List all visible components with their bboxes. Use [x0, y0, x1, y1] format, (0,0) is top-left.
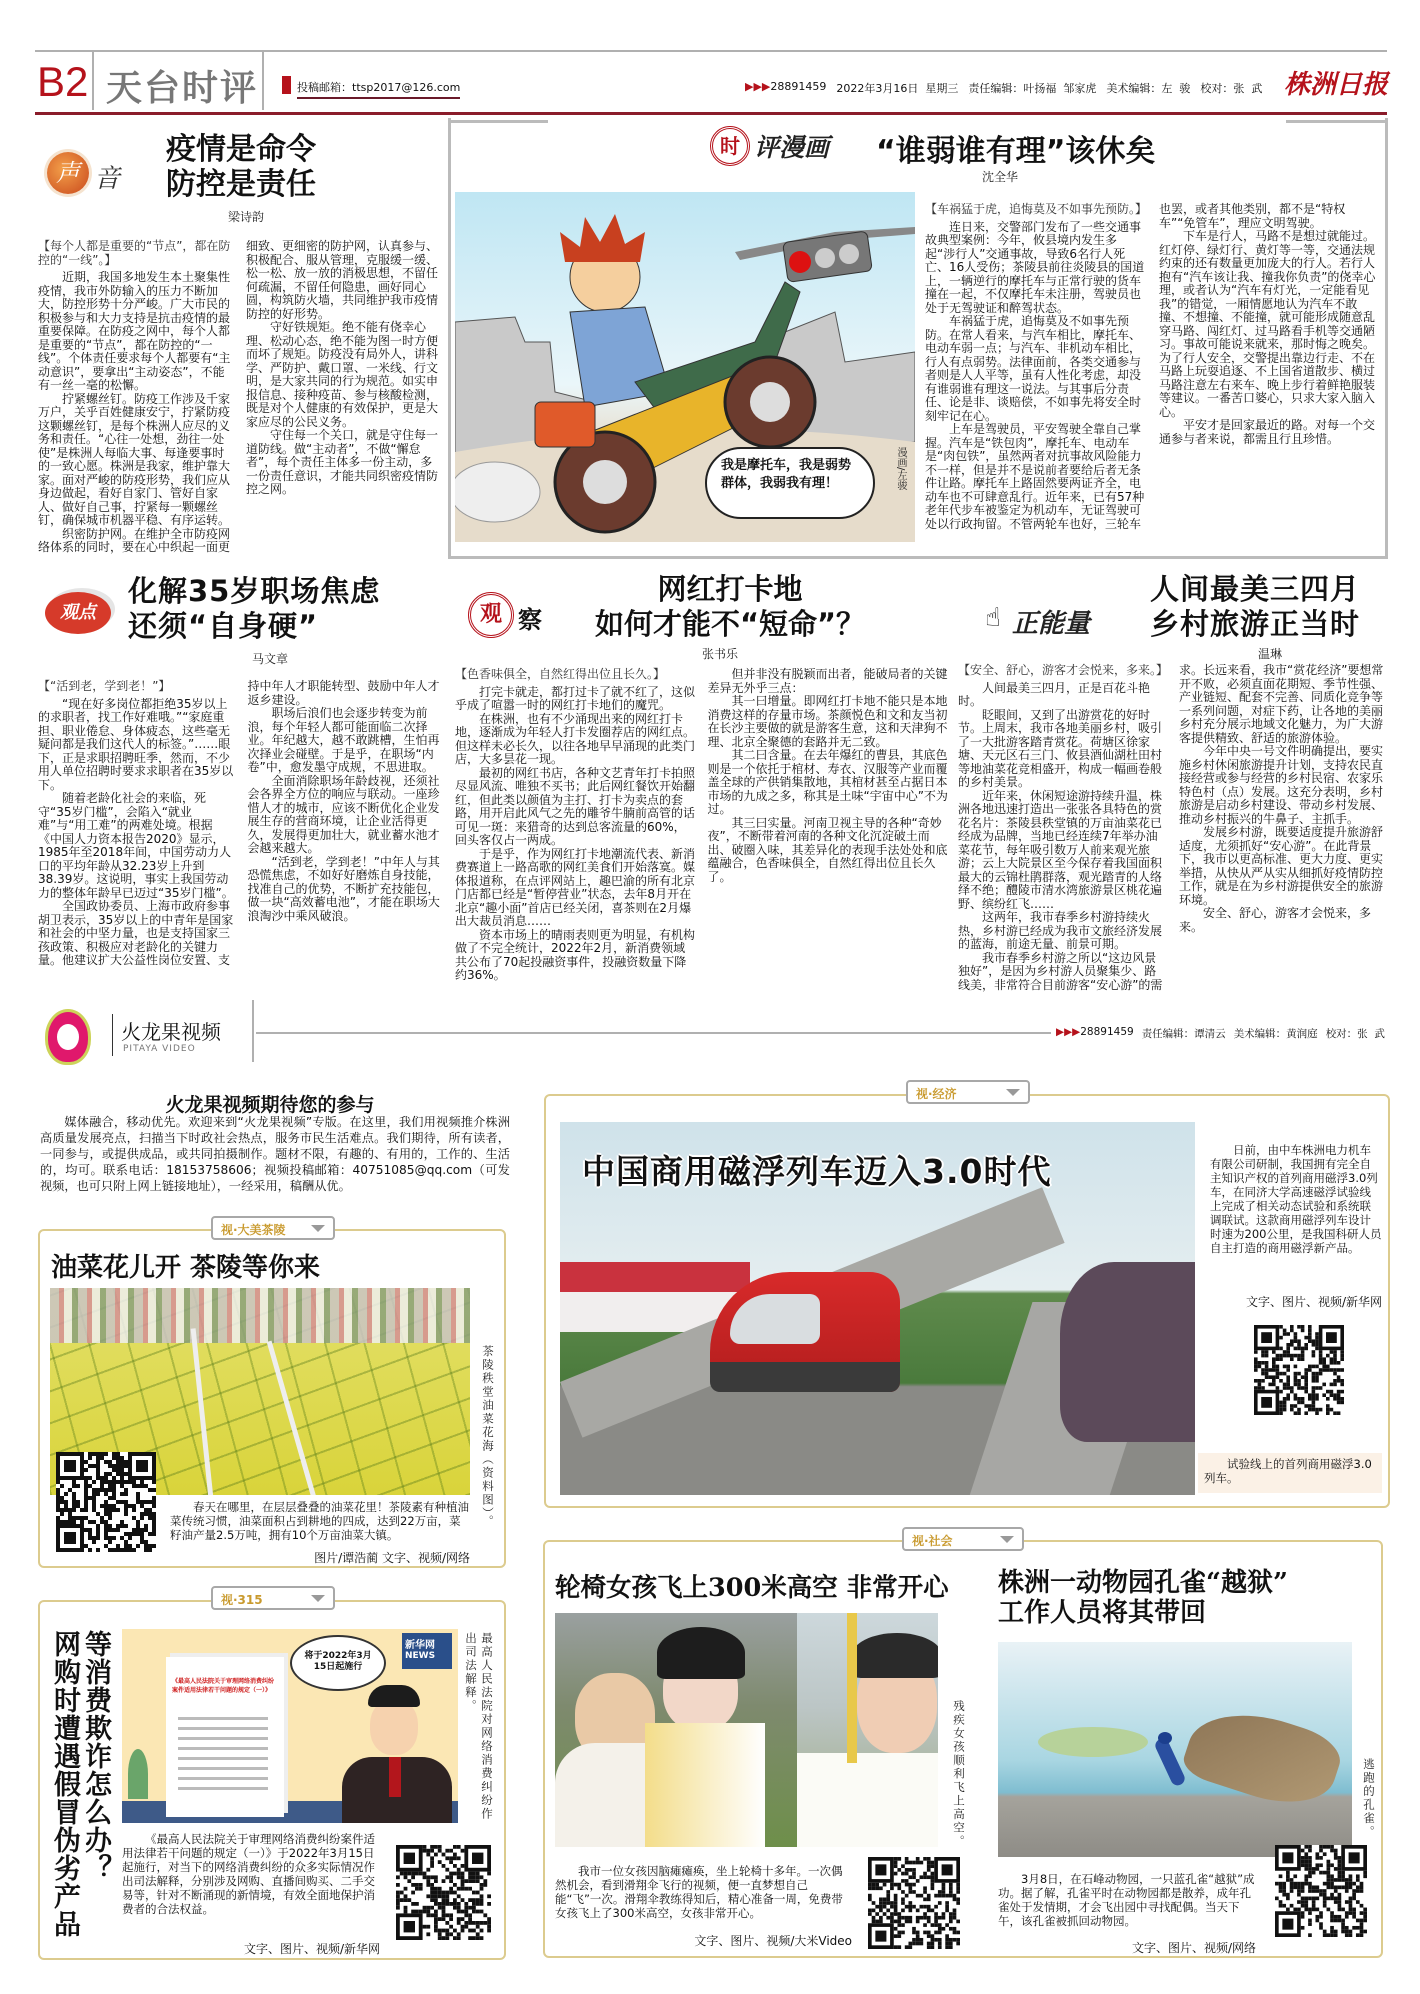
- paragraph: “活到老，学到老！”中年人与其恐慌焦虑，不如好好磨炼自身技能，找准自己的优势，不断扩充技能包，做一块“高效蓄电池”，才能在职场大浪淘沙中乘风破浪。: [247, 854, 440, 923]
- paragraph: 安全、舒心，游客才会悦来，多来。: [1179, 906, 1372, 934]
- article-title: 网红打卡地 如何才能不“短命”？: [594, 572, 866, 641]
- rear-hub: [583, 460, 627, 504]
- paragraph: 拧紧螺丝钉。防疫工作涉及千家万户，关乎百姓健康安宁，拧紧防疫这颗螺丝钉，是每个株洲人应尽的义务和责任。“心往一处想，劲往一处使”是株洲人每临大事、每逢要事时的一致心愿。株洲是我家，维护靠大家。面对严峻的防疫形势，我们应从身边做起，看好自家门、管好自家人、做好自己事，拧紧每一颗螺丝钉，确保城市机器平稳、有序运转。: [38, 391, 231, 527]
- art-editor: 美术编辑：黄润庭: [1233, 1028, 1318, 1040]
- tab-315[interactable]: 视·315: [211, 1586, 335, 1610]
- article-title: 化解35岁职场焦虑 还须“自身硬”: [128, 574, 381, 643]
- article-author: 张书乐: [701, 647, 738, 661]
- qr-code[interactable]: [56, 1452, 156, 1552]
- paragliding-photo-left: [555, 1613, 797, 1847]
- voice-badge-label: 音: [94, 164, 121, 194]
- article-author: 温琳: [1257, 647, 1282, 661]
- photo-caption: 逃跑的孔雀。: [1362, 1758, 1376, 1839]
- card-body: 春天在哪里，在层层叠叠的油菜花里！茶陵素有种植油菜传统习惯，油菜面积占到耕地的四成，达到22万亩，菜籽油产量2.5万吨，拥有10个万亩油菜大镇。: [170, 1500, 469, 1542]
- header-info: [745, 80, 1262, 96]
- road-line: [191, 1328, 215, 1495]
- front-hub: [750, 382, 790, 422]
- paragraph: 最初的网红书店，各种文艺青年打卡拍照尽显风流、唯独不买书；此后网红餐饮开始翻红，但此类以颜值为主打、打卡为卖点的套路，用开启此风气之先的雕爷牛腩前高管的话可见一斑：来猎奇的达到总客流量的60%，回头客仅占一两成。: [455, 765, 696, 847]
- paragraph: 守住每一个关口，就是守住每一道防线。做“主动者”，不做“懈怠者”，每个责任主体多一份主动，多一份责任意识，才能共同织密疫情防控之网。: [246, 428, 439, 496]
- photo-caption: 试验线上的首列商用磁浮3.0列车。: [1198, 1453, 1382, 1493]
- voice-badge-icon: 声: [47, 152, 89, 194]
- submission-email[interactable]: 投稿邮箱：ttsp2017@126.com: [297, 79, 460, 99]
- section-info: [1056, 1026, 1385, 1041]
- tab-society[interactable]: 视·社会: [902, 1527, 1024, 1551]
- paragraph: 发展乡村游，既要适度提升旅游舒适度，尤须抓好“安心游”。在此背景下，我市以更高标准、更大力度、更实举措，从快从严从实从细抓好疫情防控工作，就是在为乡村游提供安全的旅游环境。: [1179, 825, 1384, 907]
- qr-code[interactable]: [1254, 1325, 1344, 1415]
- paragraph: 全面消除职场年龄歧视，还须社会各界全方位的响应与联动。一座珍惜人才的城市，应该不断优化企业发展生存的营商环境，让企业活得更久，发展得更加壮大，就业蓄水池才会越来越大。: [247, 773, 440, 855]
- intro-title: 火龙果视频期待您的参与: [165, 1094, 375, 1116]
- chevron-down-icon: [311, 1225, 325, 1232]
- divider: [92, 52, 94, 110]
- art-editor: 美术编辑：左 骏: [1106, 82, 1191, 95]
- paragraph: 平安才是回家最近的路。对每一个交通参与者来说，都需且行且珍惜。: [1159, 418, 1376, 446]
- village-strip: [50, 1288, 470, 1343]
- chevron-down-icon: [1006, 1089, 1020, 1096]
- amber-light: [815, 248, 835, 268]
- qr-code[interactable]: [396, 1845, 491, 1940]
- paragraph: 近期，我国多地发生本土聚集性疫情，我市外防输入的压力不断加大，防控形势十分严峻。广大市民的积极参与和大力支持是抗击疫情的最重要保障。在防疫之网中，每个人都是重要的“节点”，都在防控的“一线”。个体责任要求每个人都要有“主动意识”，要拿出“主动姿态”，不能有一丝一毫的松懈。: [38, 270, 231, 392]
- pitaya-logo-icon: [48, 1012, 88, 1062]
- divider: [112, 1014, 113, 1056]
- arrows-icon: ▶▶▶: [745, 80, 771, 93]
- article-author: 马文章: [251, 652, 288, 666]
- train-windshield: [730, 1294, 820, 1344]
- speech-bubble: 将于2022年3月15日起施行: [290, 1635, 386, 1691]
- paragraph: 车祸猛于虎，追悔莫及不如事先预防。在常人看来，与汽车相比，摩托车、电动车弱一点；与汽车、非机动车相比，行人有点弱势。法律面前，各类交通参与者则是人人平等，虽有人性化考虑，却没有谁弱谁有理这一说法。与其事后分责任、论是非、谈赔偿，不如事先将安全时刻牢记在心。: [925, 314, 1142, 423]
- paragraph: 随着老龄化社会的来临，死守“35岁门槛”，会陷入“就业难”与“用工难”的两难处境。根据《中国人力资本报告2020》显示，1985年至2018年间，中国劳动力人口的平均年龄从32.23岁上升到38.39岁。这说明，事实上我国劳动力的整体年龄早已迈过“35岁门槛”。: [38, 791, 234, 900]
- header-top-rule: [35, 50, 1387, 52]
- paragraph: 连日来，交警部门发布了一些交通事故典型案例：今年，攸县境内发生多起“涉行人”交通事故，导致6名行人死亡、16人受伤；茶陵县前往炎陵县的国道上，一辆逆行的摩托车与正常行驶的货车撞在一起，不仅摩托车未注册，驾驶员也处于无驾驶证和醉驾状态。: [925, 219, 1145, 315]
- pitaya-flesh: [57, 1024, 79, 1050]
- article-body: [38, 240, 442, 556]
- paragraph: 全国政协委员、上海市政府参事胡卫表示，35岁以上的中青年是国家和社会的中坚力量，也是支持国家三孩政策、积极应对老龄化的关键力量。他建议扩大公益性岗位安置、支持中年人才职能转型、鼓励中年人才返乡建设。: [38, 679, 440, 967]
- paragraph: 其三曰实量。河南卫视主导的各种“奇妙夜”，不断带着河南的各种文化沉淀破土而出、破圈入味，其差异化的表现手法处处和底蕴融合，色香味俱全，自然红得出位且长久了。: [707, 815, 948, 884]
- paragraph: 在株洲，也有不少涌现出来的网红打卡地，逐渐成为年轻人打卡发圈荐店的网红点。但这样未必长久，以往各地早早涌现的此类门店，大多昙花一现。: [455, 711, 696, 766]
- header-bottom-rule: [35, 112, 1387, 115]
- helmet: [852, 1633, 938, 1678]
- peacock-photo: [998, 1642, 1352, 1857]
- document-title: 《最高人民法院关于审理网络消费纠纷案件适用法律若干问题的规定（一）》: [172, 1678, 275, 1694]
- qr-code[interactable]: [1275, 1845, 1367, 1940]
- proofreader: 校对：张 武: [1200, 82, 1263, 95]
- positive-energy-badge: 正能量: [1012, 609, 1091, 639]
- frame-top-right: [1286, 120, 1386, 123]
- peacock-head: [1158, 1732, 1172, 1744]
- law-illustration: [122, 1629, 458, 1823]
- paragraph: “现在好多岗位都拒绝35岁以上的求职者，找工作好难哦。”“家庭重担、职业倦怠、身体疲态，这些毫无疑问都是我们这代人的标签。”……眼下，正是求职招聘旺季，然而，不少用人单位招聘时要求求职者在35岁以下。: [38, 696, 234, 792]
- paragraph: 织密防护网。在维护全市防疫网络体系的同时，要在心中织起一面更细致、更细密的防护网，认真参与、积极配合、服从管理，克服缓一缓、松一松、放一放的消极思想，不留任何疏漏，不留任何隐患，画好同心圆，构筑防火墙，共同维护我市疫情防控的好形势。: [38, 239, 439, 554]
- paragraph: 近年来，休闲短途游持续升温，株洲各地迅速打造出一张张各具特色的赏花名片：茶陵县秩堂镇的万亩油菜花已经成为品牌，当地已经连续7年举办油菜花节，每年吸引数万人前来观光旅游；云上大院景区至今保存着我国面积最大的云锦杜鹃群落，观光踏青的人络绎不绝；醴陵市清水湾旅游景区桃花遍野、缤纷红飞……: [958, 788, 1163, 911]
- maglev-photo: [560, 1122, 1195, 1495]
- cartoon-credit: 漫画/左骏: [895, 447, 906, 491]
- card-body: 《最高人民法院关于审理网络消费纠纷案件适用法律若干问题的规定（一）》于2022年3月15日起施行，对当下的网络消费纠纷的众多实际情况作出司法解释，分别涉及网购、直播间购买、二手交易等，针对不断涌现的新情境，有效全面地保护消费者的合法权益。: [122, 1832, 375, 1916]
- opinion-badge-icon: 观点: [45, 592, 111, 634]
- paragraph: 眨眼间，又到了出游赏花的好时节。上周末，我市各地美丽乡村，吸引了一大批游客踏青赏花。荷塘区徐家塘、天元区石三门、攸县酒仙湖杜田村等地油菜花竞相盛开，构成一幅画卷般的乡村美景。: [958, 707, 1163, 789]
- email-marker: [282, 76, 291, 94]
- chevron-down-icon: [311, 1595, 325, 1602]
- card-credit: 文字、图片、视频/新华网: [243, 1942, 380, 1956]
- section-rule: [256, 1032, 1051, 1034]
- comment-seal-icon: 时: [710, 126, 750, 166]
- editor: 责任编辑：谭清云: [1141, 1028, 1226, 1040]
- red-light: [789, 251, 811, 273]
- road-line: [267, 1341, 319, 1495]
- painted-tree: [1038, 1727, 1148, 1757]
- newspaper-logo: 株洲日报: [1284, 70, 1389, 100]
- section-name: 天台时评: [106, 68, 259, 109]
- paragraph: 其二曰含量。在去年爆红的曹县，其底色则是一个依托于棺材、寿衣、汉服等产业而覆盖全球的产供销集散地，其棺材甚至占据日本市场的九成之多，称其是土味“宇宙中心”不为过。: [707, 748, 948, 816]
- photo-caption: 残疾女孩顺利飞上高空。: [952, 1700, 966, 1849]
- story-title: 轮椅女孩飞上300米高空 非常开心: [555, 1573, 949, 1603]
- phone: ▶▶▶28891459: [1056, 1026, 1134, 1038]
- paragraph: 于是乎，作为网红打卡地潮流代表、新消费赛道上一路高歌的网红美食们开始落寞。媒体报道称，在点评网站上，趣巴渝的所有北京门店都已经是“暂停营业”状态，去年8月开在北京“趣小面”首店已经关闭，喜茶则在2月爆出大裁员消息……: [455, 846, 696, 928]
- page-number: B2: [37, 58, 89, 105]
- paragraph: 但并非没有脱颖而出者，能破局者的关键差异无外乎三点：: [707, 667, 948, 695]
- phone: ▶▶▶28891459: [745, 80, 827, 93]
- article-title: “谁弱谁有理”该休矣: [876, 134, 1156, 169]
- date: 2022年3月16日 星期三: [836, 82, 959, 95]
- card-title-part2: 网购时遭遇假冒伪劣产品: [49, 1630, 80, 1938]
- article-author: 梁诗韵: [227, 210, 264, 224]
- observe-badge-label: 察: [518, 606, 542, 634]
- article-body: [925, 203, 1381, 548]
- trees-purple: [1060, 1262, 1195, 1442]
- green-light: [839, 244, 859, 264]
- article-title: 疫情是命令 防控是责任: [166, 132, 316, 202]
- peacock-tail: [1179, 1696, 1346, 1818]
- document-lines: [178, 1717, 268, 1797]
- article-body: [455, 668, 948, 994]
- document: [166, 1657, 284, 1817]
- maglev-train: [710, 1272, 900, 1392]
- xinhua-logo: 新华网 NEWS: [402, 1633, 452, 1669]
- article-body: [958, 664, 1388, 994]
- girl-jacket: [797, 1753, 938, 1847]
- paragraph: 这两年，我市春季乡村游持续火热，乡村游已经成为我市文旅经济发展的蓝海，前途无量、前景可期。: [958, 910, 1163, 951]
- card-body: 日前，由中车株洲电力机车有限公司研制，我国拥有完全自主知识产权的首列商用磁浮3.0列车，在同济大学高速磁浮试验线上完成了相关动态试验和系统联调联试。这款商用磁浮列车设计时速为200公里，是我国科研人员自主打造的商用磁浮新产品。: [1210, 1143, 1382, 1255]
- story-body: 3月8日，在石峰动物园，一只蓝孔雀“越狱”成功。据了解，孔雀平时在动物园都是散养，成年孔雀处于发情期，才会飞出园中寻找配偶。当天下午，该孔雀被抓回动物园。: [998, 1872, 1255, 1928]
- section-name-en: PITAYA VIDEO: [123, 1044, 196, 1054]
- helmet: [657, 1627, 745, 1679]
- divider: [262, 52, 264, 110]
- speech-bubble: 我是摩托车，我是弱势群体，我弱我有理！: [705, 447, 875, 519]
- card-title: 油菜花儿开 茶陵等你来: [51, 1253, 321, 1283]
- story-title: 株洲一动物园孔雀“越狱” 工作人员将其带回: [998, 1568, 1288, 1628]
- article-title: 人间最美三四月 乡村旅游正当时: [1150, 572, 1361, 641]
- paragraph: 今年中央一号文件明确提出，要实施乡村休闲旅游提升计划，支持农民直接经营或参与经营的乡村民宿、农家乐特色村（点）发展。这充分表明，乡村旅游是启动乡村建设、带动乡村发展、推动乡村振兴的牛鼻子、主抓手。: [1179, 744, 1384, 826]
- article-lead: 【色香味俱全，自然红得出位且长久。】: [455, 667, 666, 681]
- article-lead: 【安全、舒心，游客才会悦来，多来。】: [958, 663, 1169, 677]
- arrows-icon: ▶▶▶: [1056, 1026, 1081, 1038]
- story-credit: 文字、图片、视频/网络: [1131, 1941, 1256, 1955]
- observe-seal-icon: 观: [468, 592, 514, 638]
- cartoon-badge: 评漫画: [754, 133, 830, 162]
- cartoon-image: [455, 192, 915, 542]
- article-author: 沈全华: [981, 170, 1018, 184]
- paragraph: 上车是驾驶员，平安驾驶全靠自己掌握。汽车是“铁包肉”，摩托车、电动车是“肉包铁”，虽然两者对抗事故风险能力不一样，但是并不是说前者要给后者无条件让路。摩托车上路固然要两证齐全，电动车也不可肆意乱行。近年来，已有57种老年代步车被鉴定为机动车，无证驾驶可处以行政拘留。不管两轮车也好，三轮车也罢，或者其他类别，都不是“特权车”“免管车”，理应文明驾驶。: [925, 202, 1346, 531]
- paragraph: 资本市场上的晴雨表则更为明显，有机构做了不完全统计，2022年2月，新消费领域共公布了70起投融资事件，投融资数量下降约36%。: [455, 927, 696, 982]
- tab-economy[interactable]: 视·经济: [906, 1080, 1030, 1104]
- paragraph: 我市春季乡村游之所以“这边风景独好”，是因为乡村游人员聚集少、路线美，非常符合目前游客“安心游”的需求。长远来看，我市“赏花经济”要想常开不败，必须直面花期短、季节性强、产业链短、配套不完善、同质化竞争等一系列问题，对症下药，让各地的美丽乡村充分展示地域文化魅力，为广大游客提供精致、舒适的旅游体验。: [958, 663, 1384, 992]
- editor: 责任编辑：叶扬福 邹家虎: [968, 82, 1097, 95]
- story-credit: 文字、图片、视频/大米Video: [694, 1934, 852, 1948]
- hand-pointer-icon: ☝: [985, 603, 1001, 633]
- exhaust-cloud: [455, 462, 540, 522]
- qr-code[interactable]: [868, 1857, 960, 1949]
- photo-headline: 中国商用磁浮列车迈入3.0时代: [582, 1152, 1052, 1191]
- section-name: 火龙果视频: [121, 1020, 221, 1044]
- rider-hair: [560, 214, 645, 262]
- intro-body: 媒体融合，移动优先。欢迎来到“火龙果视频”专版。在这里，我们用视频推介株洲高质量发展亮点，扫描当下时政社会热点，服务市民生活难点。我们期待，所有读者，一同参与，或提供成品，或共同拍摄制作。题材不限，有趣的、有用的，工作的、生活的，均可。联系电话：18153758606；视频投稿邮箱：40751085@qq.com（可发视频，也可只附上网上链接地址），一经采用，稿酬从优。: [40, 1115, 510, 1193]
- train-skirt: [710, 1362, 900, 1392]
- harness-strap: [847, 1613, 857, 1763]
- peacock-neck: [1153, 1736, 1187, 1787]
- paragraph: 人间最美三四月，正是百花斗艳时。: [958, 680, 1151, 708]
- article-lead: 【每个人都是重要的“节点”，都在防控的“一线”。】: [38, 239, 231, 267]
- man-tie: [389, 1757, 401, 1797]
- paragraph: 守好铁规矩。绝不能有侥幸心理、松动心态，绝不能为图一时方便而坏了规矩。防疫没有局外人，讲科学、严防护、戴口罩、一米线、行文明，是大家共同的行为规范。如实申报信息、接种疫苗、参与核酸检测，既是对个人健康的有效保护，更是大家应尽的公民义务。: [246, 320, 439, 429]
- article-lead: 【“活到老，学到老！”】: [38, 679, 171, 693]
- paragraph: 下车是行人，马路不是想过就能过。红灯停、绿灯行、黄灯等一等，交通法规约束的还有数量更加庞大的行人。若行人抱有“汽车该让我、撞我你负责”的侥幸心理，或者认为“汽车有灯光，一定能看见我”的错觉，一厢情愿地认为汽车不敢撞、不想撞、不能撞，就可能形成随意乱穿马路、闯红灯、过马路看手机等交通陋习。事故可能说来就来，那时悔之晚矣。为了行人安全，交警提出靠边行走、不在马路上玩耍追逐、不上国省道散步、横过马路注意左右来车、晚上步行着鲜艳服装等建议。一番苦口婆心，只求大家入脑入心。: [1159, 229, 1376, 419]
- card-credit: 图片/谭浩蔺 文字、视频/网络: [314, 1551, 470, 1565]
- divider: [252, 1000, 254, 1062]
- tab-chaling[interactable]: 视·大美茶陵: [211, 1216, 335, 1240]
- article-lead: 【车祸猛于虎，追悔莫及不如事先预防。】: [925, 202, 1148, 216]
- photo-caption: 茶陵秩堂油菜花海（资料图）。: [481, 1345, 495, 1529]
- man-head: [370, 1699, 418, 1755]
- paragraph: 其一曰增量。即网红打卡地不能只是本地消费这样的存量市场。茶颜悦色和文和友当初在长沙主要做的就是游客生意，这和天津狗不理、北京全聚德的套路并无二致。: [707, 694, 948, 749]
- proofreader: 校对：张 武: [1325, 1028, 1385, 1040]
- story-body: 我市一位女孩因脑瘫瘫痪，坐上轮椅十多年。一次偶然机会，看到滑翔伞飞行的视频，便一直梦想自己能“飞”一次。滑翔伞教练得知后，精心准备一周，免费带女孩飞上了300米高空，女孩非常开心。: [555, 1864, 843, 1920]
- girl-jacket: [645, 1723, 765, 1847]
- plant: [128, 1749, 148, 1799]
- tail-box: [535, 402, 595, 447]
- article-body: [38, 680, 445, 994]
- man-hair: [368, 1685, 420, 1707]
- paragraph: 职场后浪们也会逐步转变为前浪，每个年轻人都可能面临二次择业。年纪越大，越不敢跳槽，生怕再次择业会碰壁。于是乎，在职场“内卷”中，愈发墨守成规，不思进取。: [247, 706, 440, 774]
- paragliding-photo-right: [797, 1613, 938, 1847]
- photo-caption: 最高人民法院对网络消费纠纷作出司法解释。: [464, 1632, 494, 1821]
- chevron-down-icon: [1000, 1536, 1014, 1543]
- card-title-part1: 等消费欺诈怎么办？: [80, 1630, 111, 1882]
- frame-top-left: [448, 120, 548, 123]
- card-credit: 文字、图片、视频/新华网: [1245, 1295, 1382, 1309]
- paragraph: 打完卡就走，都打过卡了就不红了，这似乎成了喧嚣一时的网红打卡地们的魔咒。: [455, 684, 696, 712]
